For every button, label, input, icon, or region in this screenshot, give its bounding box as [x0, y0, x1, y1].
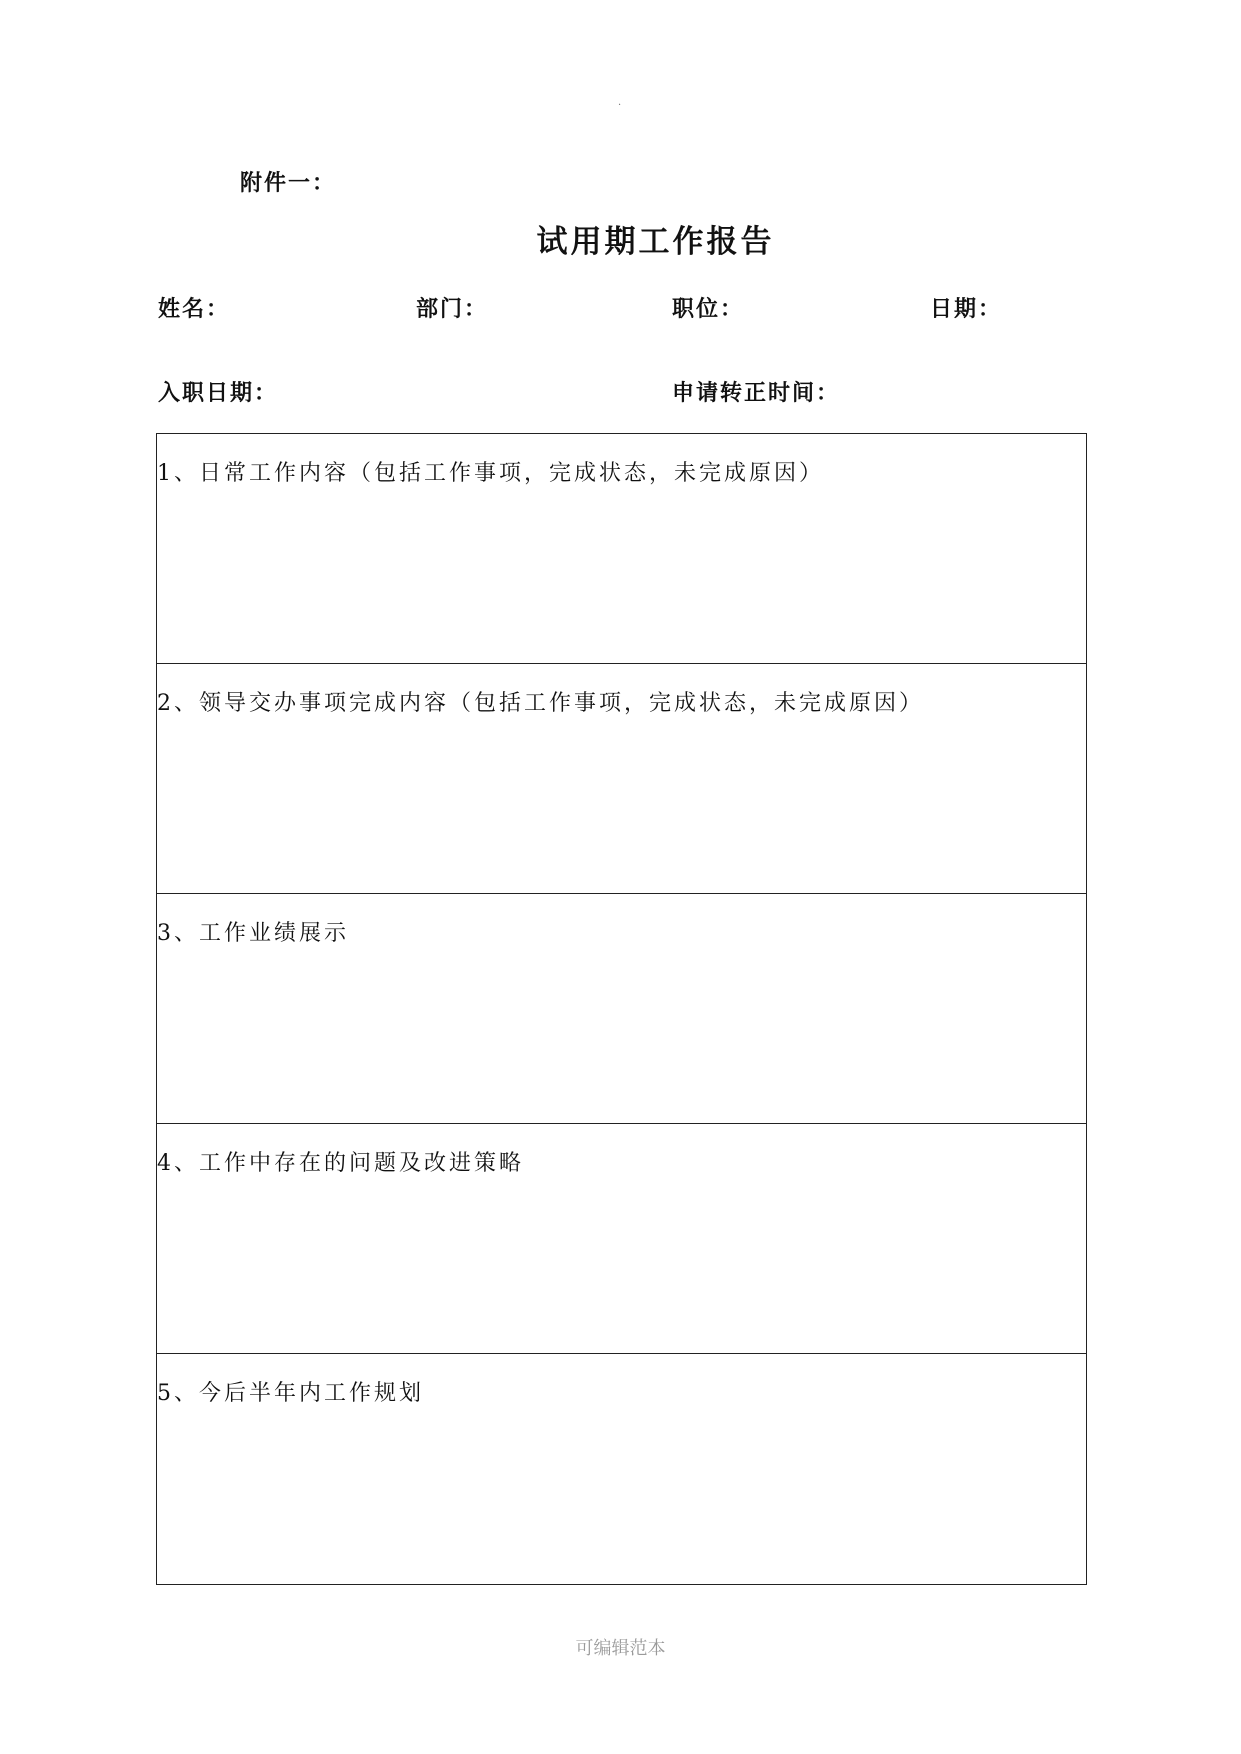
section-daily-work[interactable]: [157, 434, 1086, 664]
header-mark: ·: [618, 100, 622, 111]
field-regularization-time-label: 申请转正时间：: [672, 380, 841, 406]
attachment-label: 附件一：: [240, 170, 337, 196]
report-sections-table: [156, 433, 1087, 1585]
section-performance[interactable]: [157, 894, 1086, 1124]
field-hire-date-label: 入职日期：: [158, 380, 279, 406]
section-label: 5、今后半年内工作规划: [157, 1381, 424, 1406]
field-position-label: 职位：: [672, 296, 745, 322]
section-label: 3、工作业绩展示: [157, 921, 349, 946]
field-date-label: 日期：: [930, 296, 1003, 322]
document-title: 试用期工作报告: [536, 224, 775, 260]
section-future-plan[interactable]: [157, 1354, 1086, 1584]
section-label: 2、领导交办事项完成内容（包括工作事项，完成状态，未完成原因）: [157, 691, 924, 716]
field-department-label: 部门：: [416, 296, 489, 322]
section-problems-improvements[interactable]: [157, 1124, 1086, 1354]
section-label: 4、工作中存在的问题及改进策略: [157, 1151, 524, 1176]
field-name-label: 姓名：: [158, 296, 231, 322]
section-label: 1、日常工作内容（包括工作事项，完成状态，未完成原因）: [157, 461, 824, 486]
section-assigned-tasks[interactable]: [157, 664, 1086, 894]
footer-label: 可编辑范本: [575, 1638, 666, 1659]
